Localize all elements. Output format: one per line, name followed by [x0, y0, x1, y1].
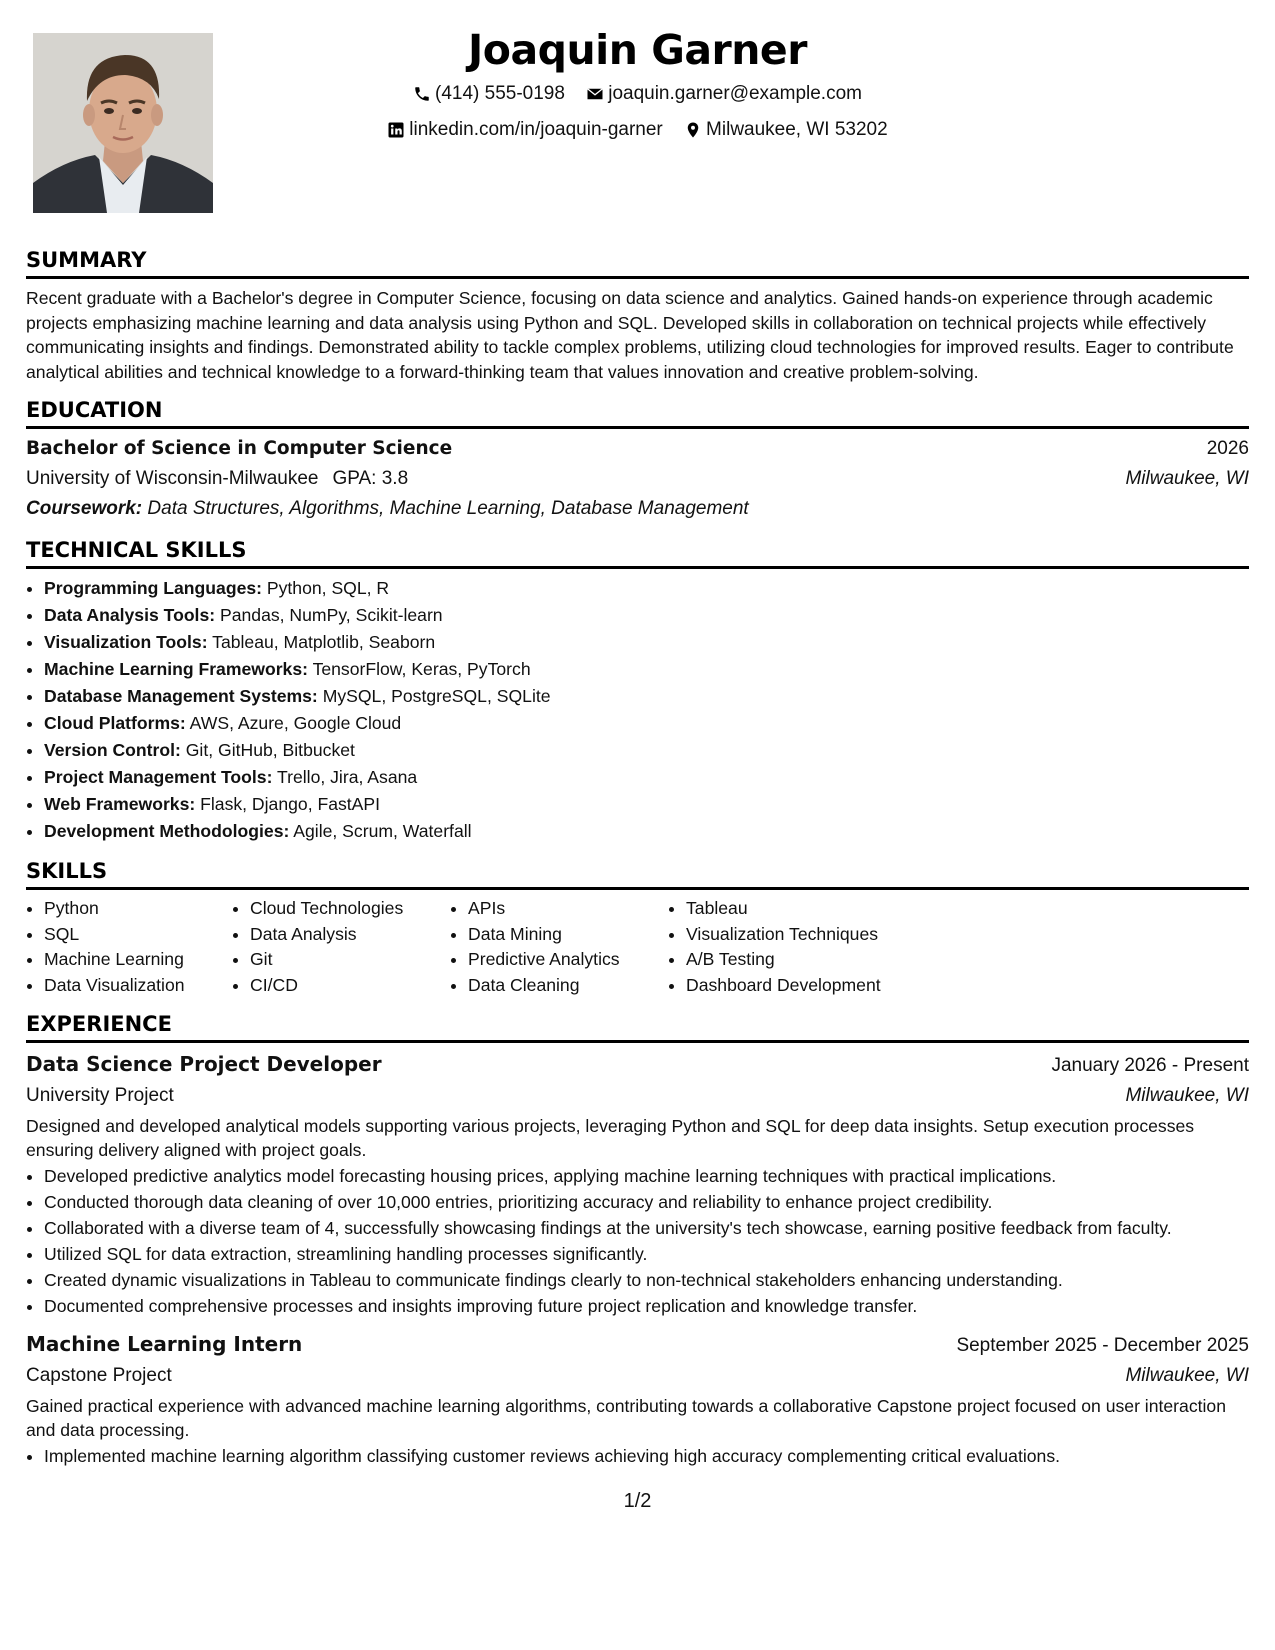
experience-section — [26, 1010, 1249, 1469]
linkedin-contact[interactable] — [387, 114, 662, 146]
skill-values: Agile, Scrum, Waterfall — [293, 821, 472, 841]
skill-category: Development Methodologies: — [44, 821, 290, 841]
skills-column-3 — [450, 896, 668, 998]
degree-name: Bachelor of Science in Computer Science — [26, 438, 453, 459]
skill-category: Version Control: — [44, 740, 181, 760]
skill-category: Machine Learning Frameworks: — [44, 659, 308, 679]
job-org-row — [26, 1081, 1249, 1111]
job-entry — [26, 1323, 1249, 1469]
location-contact — [684, 114, 888, 146]
skill-category: Data Analysis Tools: — [44, 605, 216, 625]
contact-row-1 — [230, 78, 1045, 114]
school-location: Milwaukee, WI — [1125, 468, 1249, 489]
phone-contact[interactable] — [413, 78, 565, 110]
resume-content — [26, 246, 1249, 1481]
list-item: • Machine Learning — [44, 947, 232, 973]
degree-row — [26, 429, 1249, 464]
technical-skills-section — [26, 536, 1249, 845]
job-bullets — [26, 1164, 1249, 1319]
coursework-list: Data Structures, Algorithms, Machine Learning, Database Management — [147, 498, 749, 519]
list-item: • SQL — [44, 922, 232, 948]
contact-row-2 — [230, 114, 1045, 150]
list-item — [44, 737, 1249, 764]
list-item: • Data Analysis — [250, 922, 450, 948]
job-location: Milwaukee, WI — [1125, 1365, 1249, 1387]
list-item — [44, 629, 1249, 656]
section-title-summary: SUMMARY — [26, 246, 1249, 279]
job-org-row — [26, 1361, 1249, 1391]
list-item: • Cloud Technologies — [250, 896, 450, 922]
envelope-icon — [586, 85, 604, 103]
coursework-label: Coursework: — [26, 498, 143, 519]
list-item: • Developed predictive analytics model forecasting housing prices, applying machine learning techniques with practical implications. — [44, 1164, 1249, 1189]
list-item: • Conducted thorough data cleaning of over 10,000 entries, prioritizing accuracy and reliability to enhance project credibility. — [44, 1190, 1249, 1215]
linkedin-text: linkedin.com/in/joaquin-garner — [409, 119, 663, 140]
job-description: Gained practical experience with advanced machine learning algorithms, contributing towards a collaborative Capstone project focused on user interaction and data processing. — [26, 1396, 1226, 1440]
list-item: • Dashboard Development — [686, 973, 946, 999]
list-item — [44, 656, 1249, 683]
section-title-experience: EXPERIENCE — [26, 1010, 1249, 1043]
list-item: • Git — [250, 947, 450, 973]
list-item: • Predictive Analytics — [468, 947, 668, 973]
list-item — [44, 818, 1249, 845]
skill-category: Visualization Tools: — [44, 632, 208, 652]
skills-column-1 — [26, 896, 232, 998]
candidate-name: Joaquin Garner — [468, 26, 807, 74]
summary-section — [26, 246, 1249, 384]
job-description: Designed and developed analytical models supporting various projects, leveraging Python and SQL for deep data insights. Setup execution processes ensuring delivery aligned with project goals. — [26, 1116, 1195, 1160]
list-item — [44, 791, 1249, 818]
list-item: • Documented comprehensive processes and insights improving future project replication and knowledge transfer. — [44, 1294, 1249, 1319]
list-item: • APIs — [468, 896, 668, 922]
skill-values: Trello, Jira, Asana — [277, 767, 418, 787]
school-row — [26, 464, 1249, 494]
skill-values: TensorFlow, Keras, PyTorch — [312, 659, 531, 679]
coursework-row — [26, 494, 1249, 524]
job-dates: January 2026 - Present — [1051, 1055, 1249, 1077]
list-item — [44, 710, 1249, 737]
skills-section — [26, 857, 1249, 998]
skill-values: Python, SQL, R — [266, 578, 390, 598]
email-contact[interactable] — [586, 78, 862, 110]
list-item — [44, 683, 1249, 710]
job-title: Machine Learning Intern — [26, 1332, 303, 1357]
list-item: • Data Cleaning — [468, 973, 668, 999]
list-item: • CI/CD — [250, 973, 450, 999]
skills-column-4 — [668, 896, 946, 998]
job-bullets — [26, 1444, 1249, 1469]
school-name: University of Wisconsin-Milwaukee — [26, 468, 319, 489]
list-item: • Data Visualization — [44, 973, 232, 999]
skill-values: Pandas, NumPy, Scikit-learn — [219, 605, 443, 625]
list-item: • Data Mining — [468, 922, 668, 948]
gpa: GPA: 3.8 — [332, 468, 409, 489]
job-title: Data Science Project Developer — [26, 1052, 382, 1077]
skill-values: MySQL, PostgreSQL, SQLite — [322, 686, 551, 706]
profile-photo — [33, 33, 213, 213]
skill-values: Tableau, Matplotlib, Seaborn — [212, 632, 436, 652]
skill-category: Database Management Systems: — [44, 686, 318, 706]
skill-category: Web Frameworks: — [44, 794, 196, 814]
list-item: • Implemented machine learning algorithm classifying customer reviews achieving high accuracy complementing critical evaluations. — [44, 1444, 1249, 1469]
list-item: • Collaborated with a diverse team of 4, successfully showcasing findings at the university's tech showcase, earning positive feedback from faculty. — [44, 1216, 1249, 1241]
skill-values: Flask, Django, FastAPI — [200, 794, 381, 814]
list-item: • Python — [44, 896, 232, 922]
list-item: • Tableau — [686, 896, 946, 922]
linkedin-icon — [387, 121, 405, 139]
page-number: 1/2 — [623, 1490, 652, 1512]
phone-text: (414) 555-0198 — [435, 83, 565, 104]
job-entry — [26, 1043, 1249, 1319]
skill-values: Git, GitHub, Bitbucket — [185, 740, 355, 760]
list-item — [44, 602, 1249, 629]
phone-icon — [413, 85, 431, 103]
school-info — [26, 464, 408, 494]
education-section — [26, 396, 1249, 524]
skills-columns — [26, 896, 1249, 998]
job-header — [26, 1043, 1249, 1081]
location-text: Milwaukee, WI 53202 — [706, 119, 888, 140]
list-item: • Visualization Techniques — [686, 922, 946, 948]
list-item — [44, 575, 1249, 602]
map-pin-icon — [684, 121, 702, 139]
section-title-technical-skills: TECHNICAL SKILLS — [26, 536, 1249, 569]
list-item: • Utilized SQL for data extraction, streamlining handling processes significantly. — [44, 1242, 1249, 1267]
skill-category: Programming Languages: — [44, 578, 262, 598]
list-item: • Created dynamic visualizations in Tableau to communicate findings clearly to non-technical stakeholders enhancing understanding. — [44, 1268, 1249, 1293]
section-title-skills: SKILLS — [26, 857, 1249, 890]
skill-values: AWS, Azure, Google Cloud — [189, 713, 402, 733]
skills-column-2 — [232, 896, 450, 998]
section-title-education: EDUCATION — [26, 396, 1249, 429]
resume-header — [230, 22, 1045, 150]
skill-category: Cloud Platforms: — [44, 713, 186, 733]
job-dates: September 2025 - December 2025 — [956, 1335, 1249, 1357]
technical-skills-list — [26, 575, 1249, 845]
job-header — [26, 1323, 1249, 1361]
skill-category: Project Management Tools: — [44, 767, 273, 787]
list-item — [44, 764, 1249, 791]
email-text: joaquin.garner@example.com — [608, 83, 862, 104]
summary-text: Recent graduate with a Bachelor's degree in Computer Science, focusing on data science and analytics. Gained hands-on experience through academic projects emphasizing machine learning and data analysis using Python and SQL. Developed skills in collaboration on technical projects while effectively communicating insights and findings. Demonstrated ability to tackle complex problems, utilizing cloud technologies for improved results. Eager to contribute analytical abilities and technical knowledge to a forward-thinking team that values innovation and creative problem-solving. — [26, 288, 1234, 382]
graduation-year: 2026 — [1206, 438, 1249, 459]
job-organization: Capstone Project — [26, 1365, 172, 1387]
job-location: Milwaukee, WI — [1125, 1085, 1249, 1107]
job-organization: University Project — [26, 1085, 174, 1107]
list-item: • A/B Testing — [686, 947, 946, 973]
